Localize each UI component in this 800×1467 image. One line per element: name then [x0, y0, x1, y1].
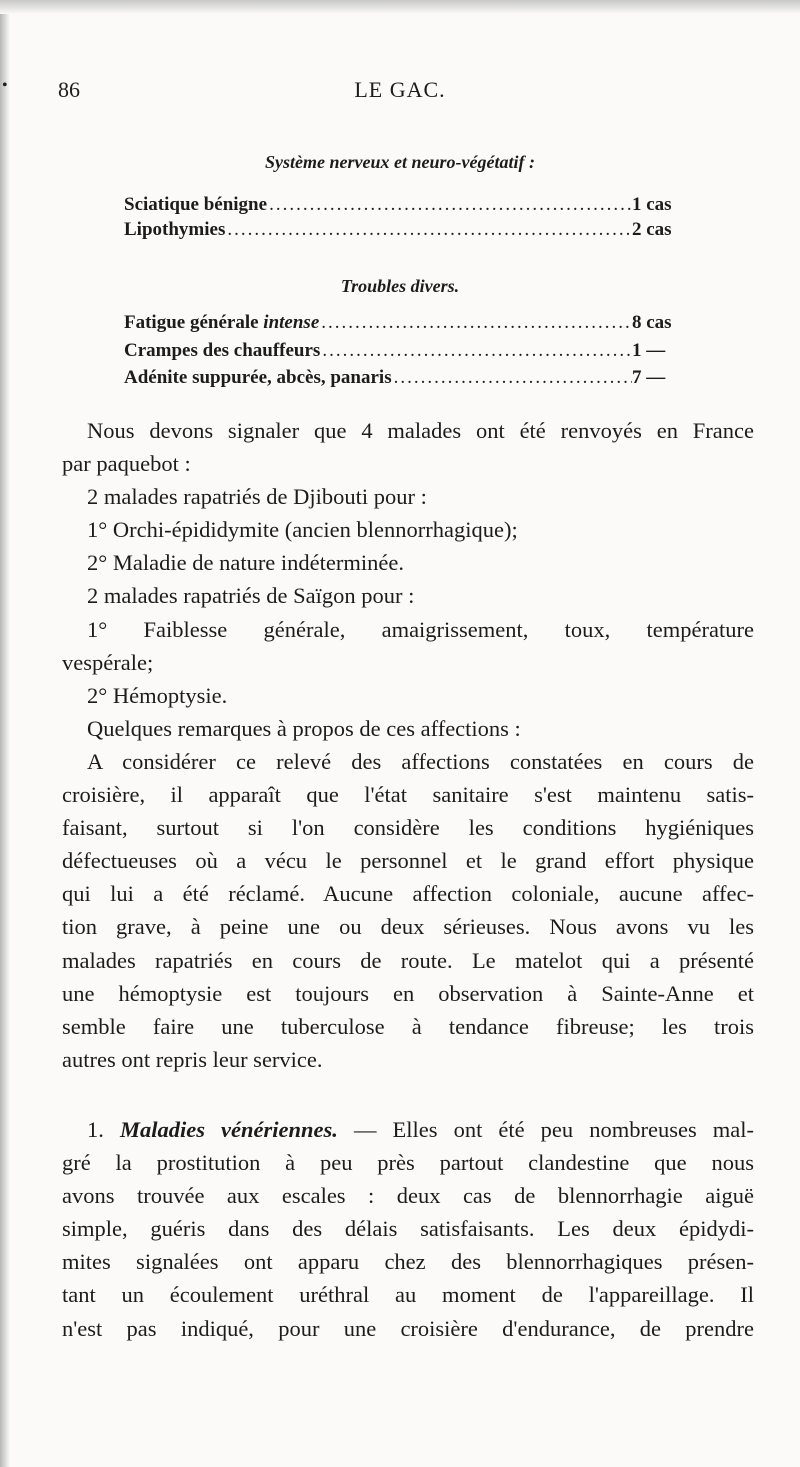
text-line: 2 malades rapatriés de Djibouti pour : — [87, 484, 427, 510]
venereal-diseases-paragraph — [62, 1113, 754, 1345]
text-line: Quelques remarques à propos de ces affections : — [87, 715, 521, 741]
section-title: Maladies vénériennes. — [119, 1117, 338, 1142]
running-title: LE GAC. — [354, 77, 446, 102]
table-row — [124, 312, 694, 336]
section-heading-misc-troubles: Troubles divers. — [340, 276, 460, 296]
text-line — [62, 1113, 754, 1146]
row-label: Lipothymies — [124, 219, 226, 240]
margin-bullet: • — [2, 77, 8, 94]
text-line: 1° Faiblesse générale, amaigrissement, toux, température — [87, 616, 754, 642]
row-value: 1 cas — [632, 194, 672, 215]
text-line: par paquebot : — [62, 451, 191, 477]
dot-leader — [319, 312, 632, 334]
table-row — [124, 219, 694, 243]
dot-leader — [320, 340, 632, 362]
text-line: 1° Orchi-épididymite (ancien blennorrhagique); — [87, 517, 518, 543]
table-row — [124, 367, 694, 391]
text-line: A considérer ce relevé des affections constatées en cours de — [87, 748, 754, 774]
text-line: faisant, surtout si l'on considère les conditions hygiéniques — [62, 815, 754, 841]
text-line: une hémoptysie est toujours en observation à Sainte-Anne et — [62, 980, 754, 1006]
text-line: 2 malades rapatriés de Saïgon pour : — [87, 583, 415, 609]
text-line: autres ont repris leur service. — [62, 1046, 323, 1072]
page-edge-shadow — [0, 0, 10, 1467]
page-top-shadow — [0, 0, 800, 14]
text-line: défectueuses où a vécu le personnel et le grand effort physique — [62, 848, 754, 874]
row-value: 2 cas — [632, 219, 672, 240]
text-line: qui lui a été réclamé. Aucune affection coloniale, aucune affec- — [62, 881, 754, 907]
page-header — [0, 77, 800, 107]
row-value: 7 — — [632, 367, 666, 388]
table-row — [124, 340, 694, 364]
text-line: malades rapatriés en cours de route. Le matelot qui a présenté — [62, 947, 754, 973]
text-line: croisière, il apparaît que l'état sanitaire s'est maintenu satis- — [62, 782, 754, 808]
section-heading-nervous-system: Système nerveux et neuro-végétatif : — [265, 152, 535, 172]
text-line: avons trouvée aux escales : deux cas de blennorrhagie aiguë — [62, 1183, 754, 1209]
text-line: 2° Maladie de nature indéterminée. — [87, 550, 404, 576]
section-lead: — Elles ont été peu nombreuses mal- — [337, 1117, 755, 1142]
text-line: semble faire une tuberculose à tendance fibreuse; les trois — [62, 1013, 754, 1039]
row-label: Adénite suppurée, abcès, panaris — [124, 367, 392, 388]
dot-leader — [392, 367, 632, 389]
row-label: Sciatique bénigne — [124, 194, 268, 215]
text-line: mites signalées ont apparu chez des blennorrhagiques présen- — [62, 1249, 754, 1275]
row-label: Fatigue générale intense — [124, 312, 320, 333]
dot-leader — [267, 194, 632, 216]
text-line: n'est pas indiqué, pour une croisière d'endurance, de prendre — [62, 1315, 754, 1341]
text-line: tion grave, à peine une ou deux sérieuses. Nous avons vu les — [62, 914, 754, 940]
text-line: simple, guéris dans des délais satisfaisants. Les deux épidydi- — [62, 1216, 754, 1242]
text-line: Nous devons signaler que 4 malades ont été renvoyés en France — [87, 418, 754, 443]
text-line: vespérale; — [62, 649, 154, 675]
dot-leader — [225, 219, 632, 241]
row-value: 8 cas — [632, 312, 672, 333]
body-paragraph — [62, 414, 754, 1076]
row-label: Crampes des chauffeurs — [124, 340, 321, 361]
row-value: 1 — — [632, 340, 666, 361]
text-line: 2° Hémoptysie. — [87, 682, 228, 708]
page-number: 86 — [58, 77, 80, 102]
section-number: 1. — [87, 1117, 104, 1142]
table-row — [124, 194, 694, 218]
text-line: tant un écoulement uréthral au moment de l'appareillage. Il — [62, 1282, 754, 1308]
text-line: gré la prostitution à peu près partout clandestine que nous — [62, 1150, 754, 1176]
